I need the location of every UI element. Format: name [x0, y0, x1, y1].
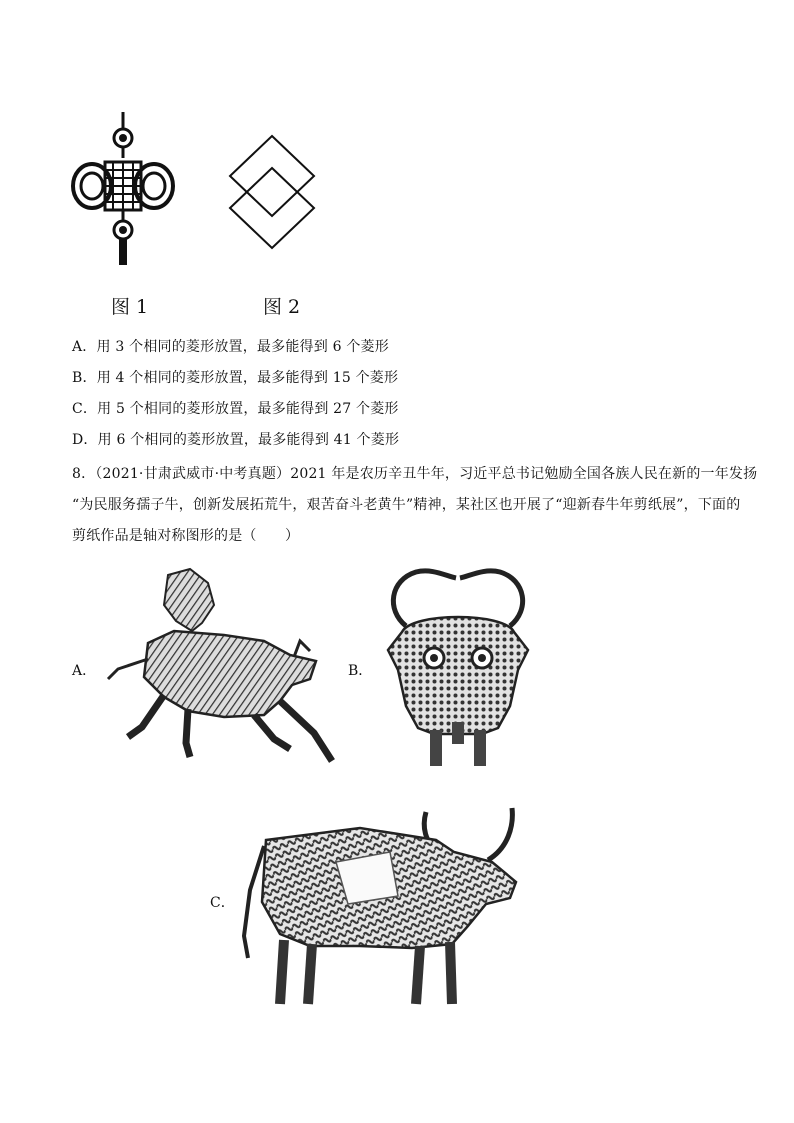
- figure-2-caption: 图 2: [263, 296, 301, 318]
- figure-1-caption: 图 1: [111, 296, 149, 318]
- q7-option-b: B．用 4 个相同的菱形放置，最多能得到 15 个菱形: [72, 370, 399, 386]
- q7-option-c: C．用 5 个相同的菱形放置，最多能得到 27 个菱形: [72, 401, 399, 417]
- ox-papercut-a-image: [104, 565, 336, 765]
- chinese-knot-figure: [70, 110, 180, 270]
- q8-option-a-label: A．: [72, 663, 97, 679]
- ox-papercut-c-image: [240, 806, 522, 1008]
- q7-option-a: A．用 3 个相同的菱形放置，最多能得到 6 个菱形: [72, 339, 389, 355]
- q7-option-d: D．用 6 个相同的菱形放置，最多能得到 41 个菱形: [72, 432, 400, 448]
- two-rhombi-figure: [226, 134, 318, 252]
- q8-option-b-label: B．: [348, 663, 373, 679]
- q8-stem-line-1: 8．（2021·甘肃武威市·中考真题）2021 年是农历辛丑牛年，习近平总书记勉励全国各族人民在新的一年发扬: [72, 466, 758, 482]
- q8-stem-line-2: “为民服务孺子牛，创新发展拓荒牛，艰苦奋斗老黄牛”精神，某社区也开展了“迎新春牛年剪纸展”，下面的: [72, 497, 741, 513]
- ox-papercut-b-image: [382, 566, 534, 770]
- q8-stem-line-3: 剪纸作品是轴对称图形的是（ ）: [72, 528, 300, 544]
- q8-option-c-label: C．: [210, 895, 235, 911]
